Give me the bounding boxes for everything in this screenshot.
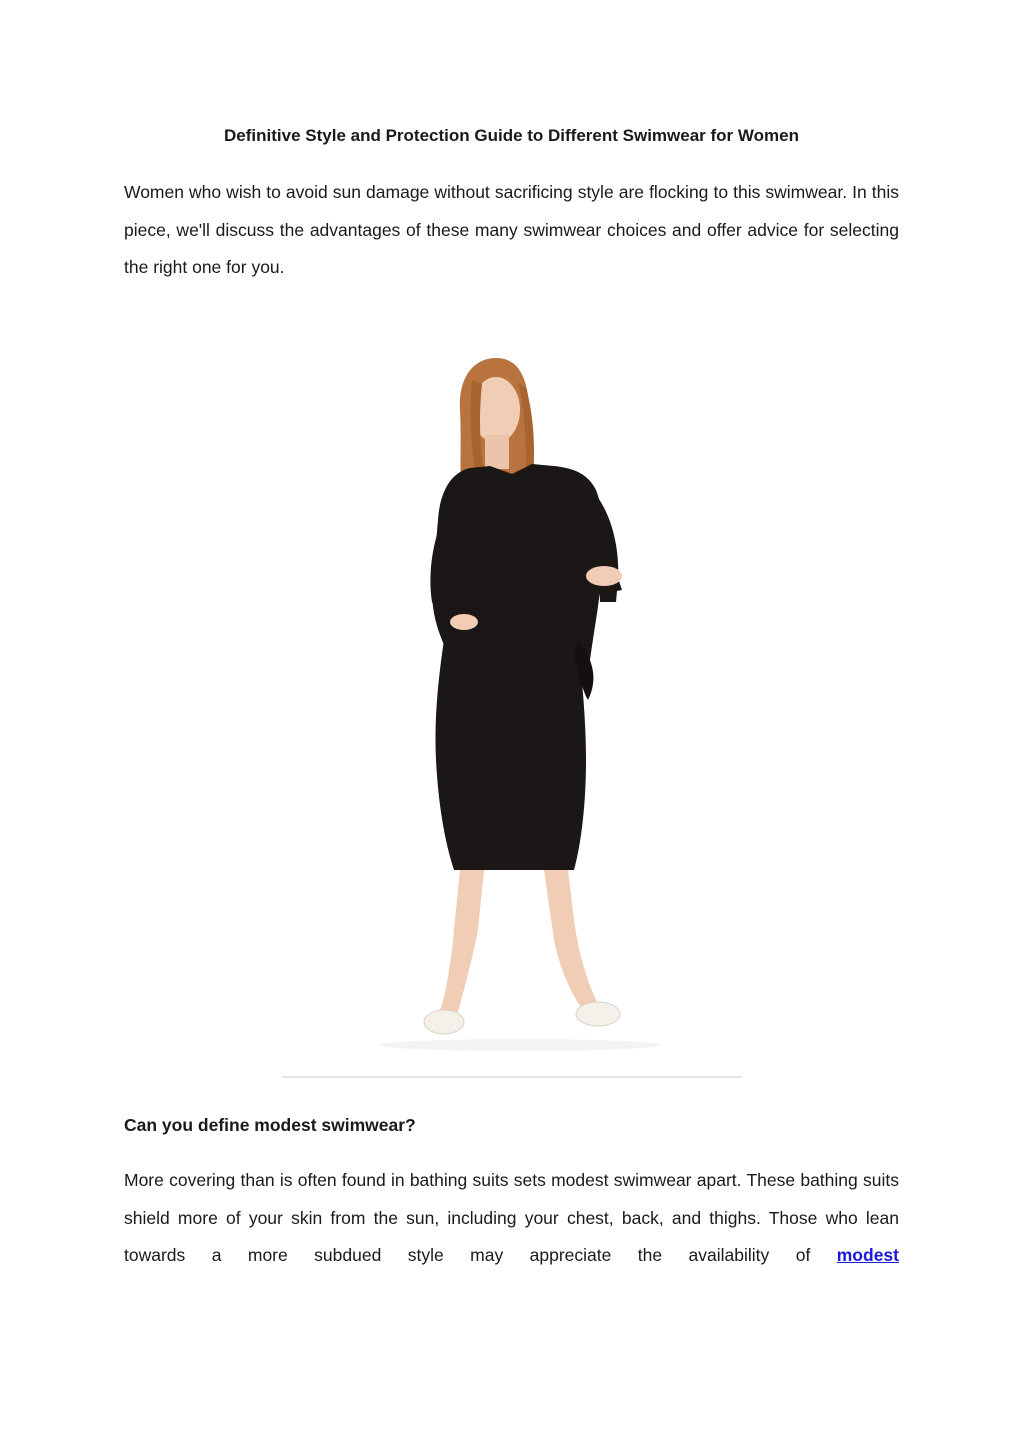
intro-paragraph: Women who wish to avoid sun damage without sacrificing style are flocking to this swimwear. In this piece, we'll discuss the advantages of these many swimwear choices and offer advice for selecting the right one for you. [124,182,899,277]
photo-divider [282,1076,742,1078]
skirt-garment [435,640,586,870]
document-title: Definitive Style and Protection Guide to Different Swimwear for Women [224,126,799,145]
section-paragraph-text: More covering than is often found in bathing suits sets modest swimwear apart. These bathing suits shield more of your skin from the sun, including your chest, back, and thighs. Those who lean towards a more subdued style may appreciate the availability of [124,1170,899,1265]
product-photo [282,340,742,1076]
right-sandal [576,1002,620,1026]
modest-link[interactable]: modest [836,1245,899,1265]
section-paragraph [124,1162,899,1275]
left-sandal [424,1010,464,1034]
section-heading: Can you define modest swimwear? [124,1115,416,1135]
legs [440,870,484,1012]
